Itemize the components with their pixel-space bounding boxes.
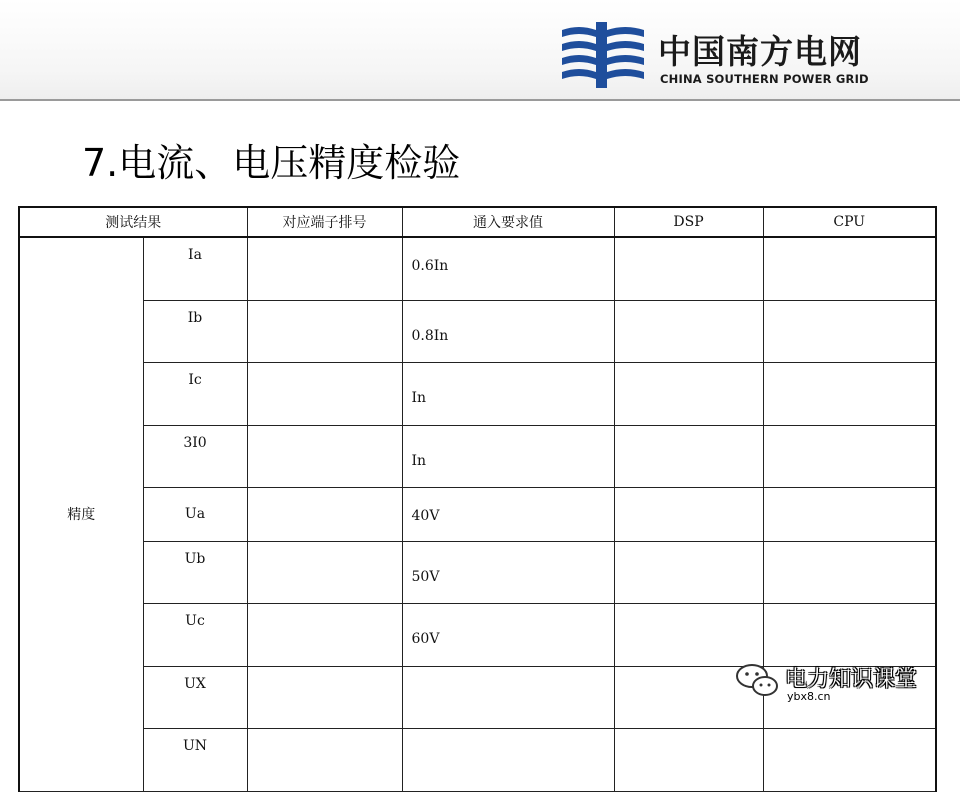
requirement-value: 40V — [411, 508, 440, 524]
requirement-value: 0.8In — [411, 327, 449, 344]
requirement-cell — [402, 488, 614, 542]
terminal-cell[interactable] — [247, 488, 402, 542]
requirement-cell — [402, 300, 614, 363]
header-test-result: 测试结果 — [19, 207, 247, 237]
csg-wave-logo-icon — [562, 22, 644, 88]
table-row — [19, 729, 936, 792]
terminal-cell[interactable] — [247, 541, 402, 604]
requirement-value — [412, 729, 614, 756]
cpu-cell[interactable] — [763, 237, 936, 300]
logo-name-cn: 中国南方电网 — [658, 32, 862, 71]
dsp-cell[interactable] — [614, 604, 763, 667]
header-cpu: CPU — [763, 207, 936, 237]
row-item: 3I0 — [143, 425, 247, 488]
dsp-cell[interactable] — [614, 488, 763, 542]
terminal-cell[interactable] — [247, 729, 402, 792]
requirement-value — [412, 667, 614, 694]
table-row — [19, 300, 936, 363]
header-dsp: DSP — [614, 207, 763, 237]
wechat-icon — [735, 662, 779, 698]
requirement-value: 60V — [411, 631, 440, 647]
terminal-cell[interactable] — [247, 363, 402, 426]
row-item: Ib — [143, 300, 247, 363]
requirement-value: 0.6In — [411, 258, 449, 274]
row-item: Ia — [143, 237, 247, 300]
watermark-url: ybx8.cn — [787, 690, 831, 703]
requirement-cell — [402, 425, 614, 488]
cpu-cell[interactable] — [763, 300, 936, 363]
watermark — [735, 660, 935, 716]
terminal-cell[interactable] — [247, 300, 402, 363]
requirement-cell — [402, 237, 614, 300]
requirement-value: In — [411, 452, 427, 469]
dsp-cell[interactable] — [614, 300, 763, 363]
requirement-cell — [402, 666, 614, 729]
requirement-value: 50V — [411, 568, 440, 585]
group-label-precision: 精度 — [19, 237, 143, 791]
company-logo — [562, 22, 912, 92]
cpu-cell[interactable] — [763, 541, 936, 604]
requirement-value: In — [411, 390, 427, 406]
row-item: Ic — [143, 363, 247, 426]
table-row — [19, 237, 936, 300]
dsp-cell[interactable] — [614, 425, 763, 488]
cpu-cell[interactable] — [763, 363, 936, 426]
dsp-cell[interactable] — [614, 541, 763, 604]
header-terminal-number: 对应端子排号 — [247, 207, 402, 237]
row-item: Ua — [143, 488, 247, 542]
cpu-cell[interactable] — [763, 488, 936, 542]
terminal-cell[interactable] — [247, 425, 402, 488]
table-row — [19, 425, 936, 488]
terminal-cell[interactable] — [247, 604, 402, 667]
cpu-cell[interactable] — [763, 425, 936, 488]
requirement-cell — [402, 541, 614, 604]
dsp-cell[interactable] — [614, 729, 763, 792]
row-item: Uc — [143, 604, 247, 667]
table-row — [19, 604, 936, 667]
dsp-cell[interactable] — [614, 363, 763, 426]
table-header-row — [19, 207, 936, 237]
header-divider — [0, 99, 960, 101]
table-row — [19, 541, 936, 604]
table-row — [19, 488, 936, 542]
terminal-cell[interactable] — [247, 237, 402, 300]
row-item: UX — [143, 666, 247, 729]
table-row — [19, 363, 936, 426]
logo-name-en: CHINA SOUTHERN POWER GRID — [660, 72, 869, 86]
cpu-cell[interactable] — [763, 604, 936, 667]
slide-title: 7.电流、电压精度检验 — [82, 141, 461, 185]
watermark-text: 电力知识课堂 — [785, 667, 918, 692]
dsp-cell[interactable] — [614, 237, 763, 300]
requirement-cell — [402, 604, 614, 667]
requirement-cell — [402, 729, 614, 792]
row-item: Ub — [143, 541, 247, 604]
terminal-cell[interactable] — [247, 666, 402, 729]
cpu-cell[interactable] — [763, 729, 936, 792]
requirement-cell — [402, 363, 614, 426]
row-item: UN — [143, 729, 247, 792]
header-input-requirement: 通入要求值 — [402, 207, 614, 237]
